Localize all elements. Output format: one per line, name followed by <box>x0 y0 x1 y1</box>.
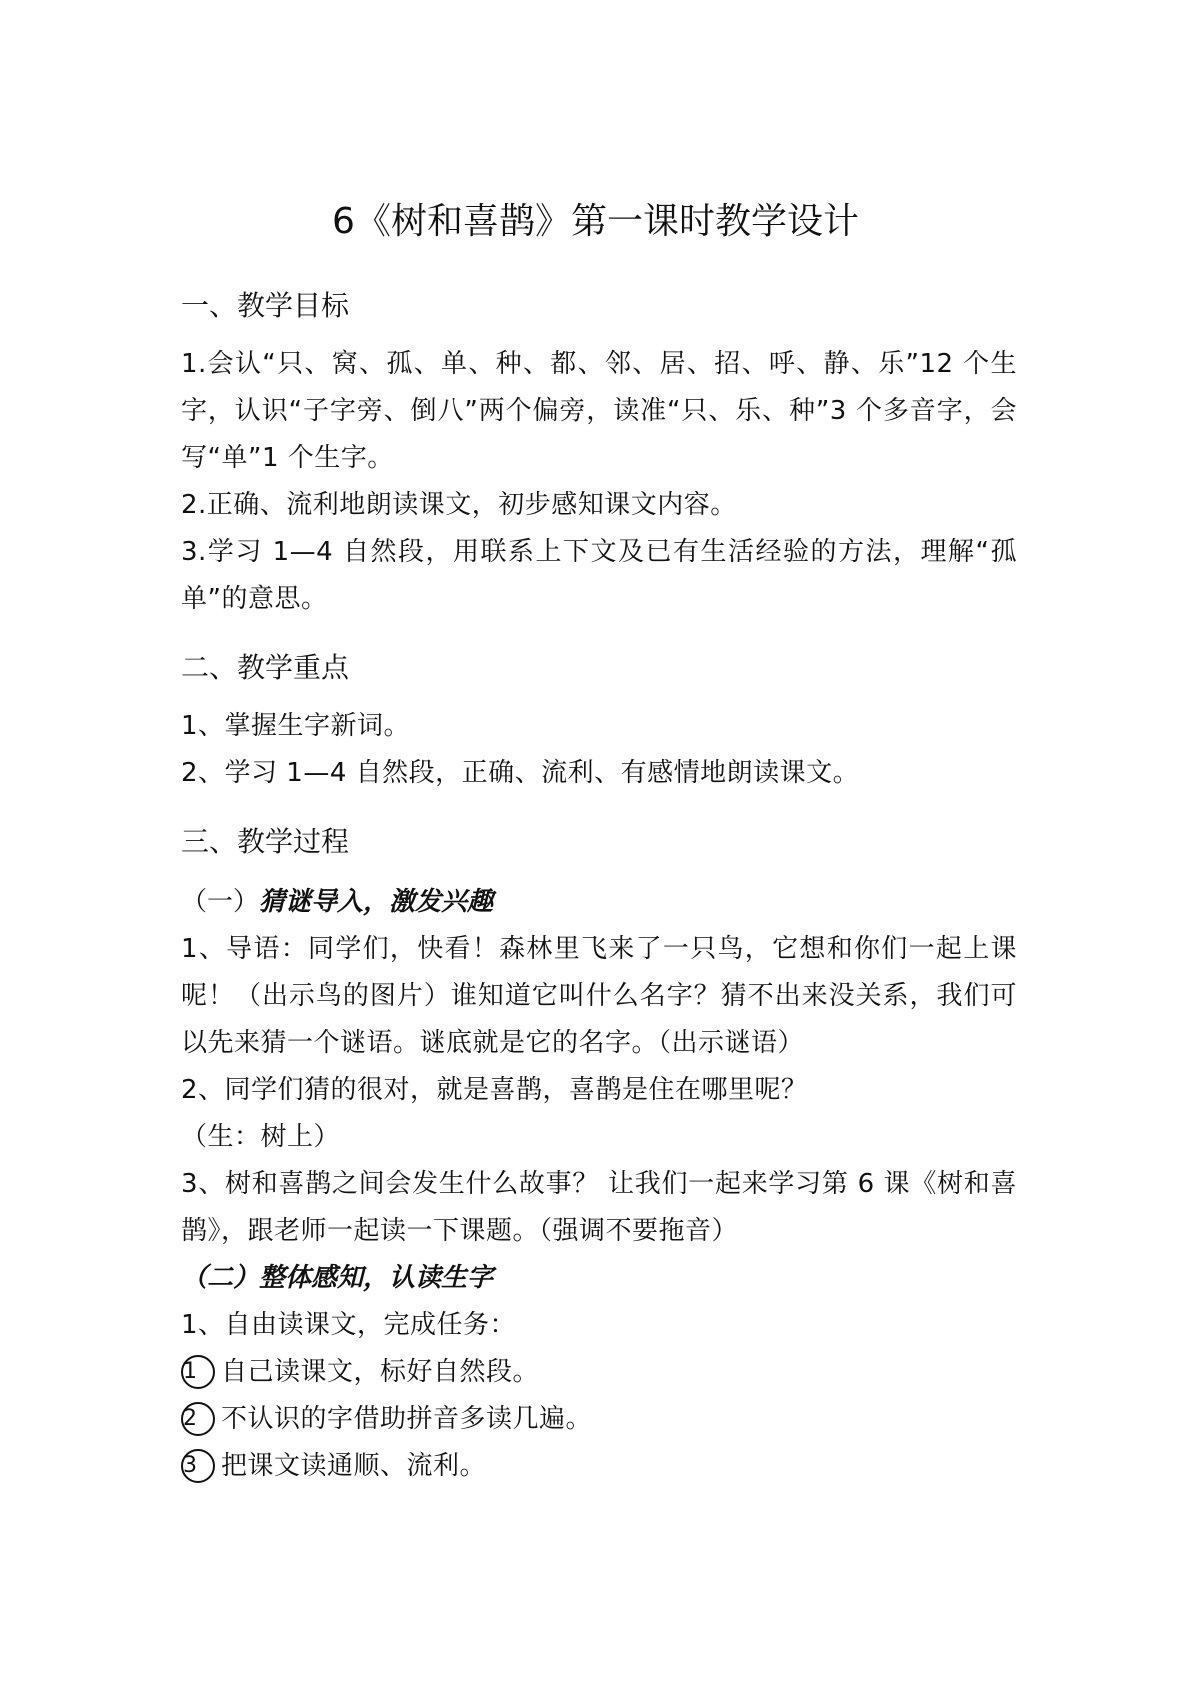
process-part1-title: 猜谜导入，激发兴趣 <box>259 887 494 917</box>
task-item <box>181 1443 1017 1490</box>
task-item <box>181 1349 1017 1396</box>
process-part1-item: （生：树上） <box>181 1122 341 1152</box>
key-point-item: 2、学习 1—4 自然段，正确、流利、有感情地朗读课文。 <box>181 758 860 788</box>
process-part1-item: 1、导语：同学们，快看！森林里飞来了一只鸟，它想和你们一起上课呢！（出示鸟的图片）谁知道它叫什么名字？猜不出来没关系，我们可以先来猜一个谜语。谜底就是它的名字。（出示谜语） <box>181 934 1017 1058</box>
process-part2-intro: 1、自由读课文，完成任务： <box>181 1310 517 1340</box>
process-part1-heading <box>181 879 1017 926</box>
process-part2-heading <box>181 1255 1017 1302</box>
section-heading-key-points: 二、教学重点 <box>181 651 350 684</box>
task-text: 自己读课文，标好自然段。 <box>221 1357 540 1387</box>
objective-item: 2.正确、流利地朗读课文，初步感知课文内容。 <box>181 490 737 520</box>
document-body <box>181 283 1017 1490</box>
key-point-item: 1、掌握生字新词。 <box>181 711 411 741</box>
process-part1-item: 2、同学们猜的很对，就是喜鹊，喜鹊是住在哪里呢？ <box>181 1075 808 1105</box>
process-part1-item: 3、树和喜鹊之间会发生什么故事？ 让我们一起来学习第 6 课《树和喜鹊》，跟老师一起读一下课题。（强调不要拖音） <box>181 1169 1017 1246</box>
process-part1-prefix: （一） <box>181 887 260 917</box>
process-part2-title: （二）整体感知，认读生字 <box>181 1263 494 1293</box>
section-heading-process: 三、教学过程 <box>181 825 350 858</box>
task-text: 不认识的字借助拼音多读几遍。 <box>221 1404 593 1434</box>
circled-number-2: 2 <box>181 1402 215 1436</box>
objective-item: 1.会认“只、窝、孤、单、种、都、邻、居、招、呼、静、乐”12 个生字，认识“子字旁、倒八”两个偏旁，读准“只、乐、种”3 个多音字，会写“单”1 个生字。 <box>181 349 1017 473</box>
key-points-list <box>181 703 1017 797</box>
circled-number-3: 3 <box>181 1449 215 1483</box>
document-title: 6《树和喜鹊》第一课时教学设计 <box>332 201 859 242</box>
task-item <box>181 1396 1017 1443</box>
section-heading-objectives: 一、教学目标 <box>181 289 350 322</box>
objectives-list <box>181 341 1017 623</box>
circled-number-1: 1 <box>181 1355 215 1389</box>
task-text: 把课文读通顺、流利。 <box>221 1451 487 1481</box>
objective-item: 3.学习 1—4 自然段，用联系上下文及已有生活经验的方法，理解“孤单”的意思。 <box>181 537 1017 614</box>
